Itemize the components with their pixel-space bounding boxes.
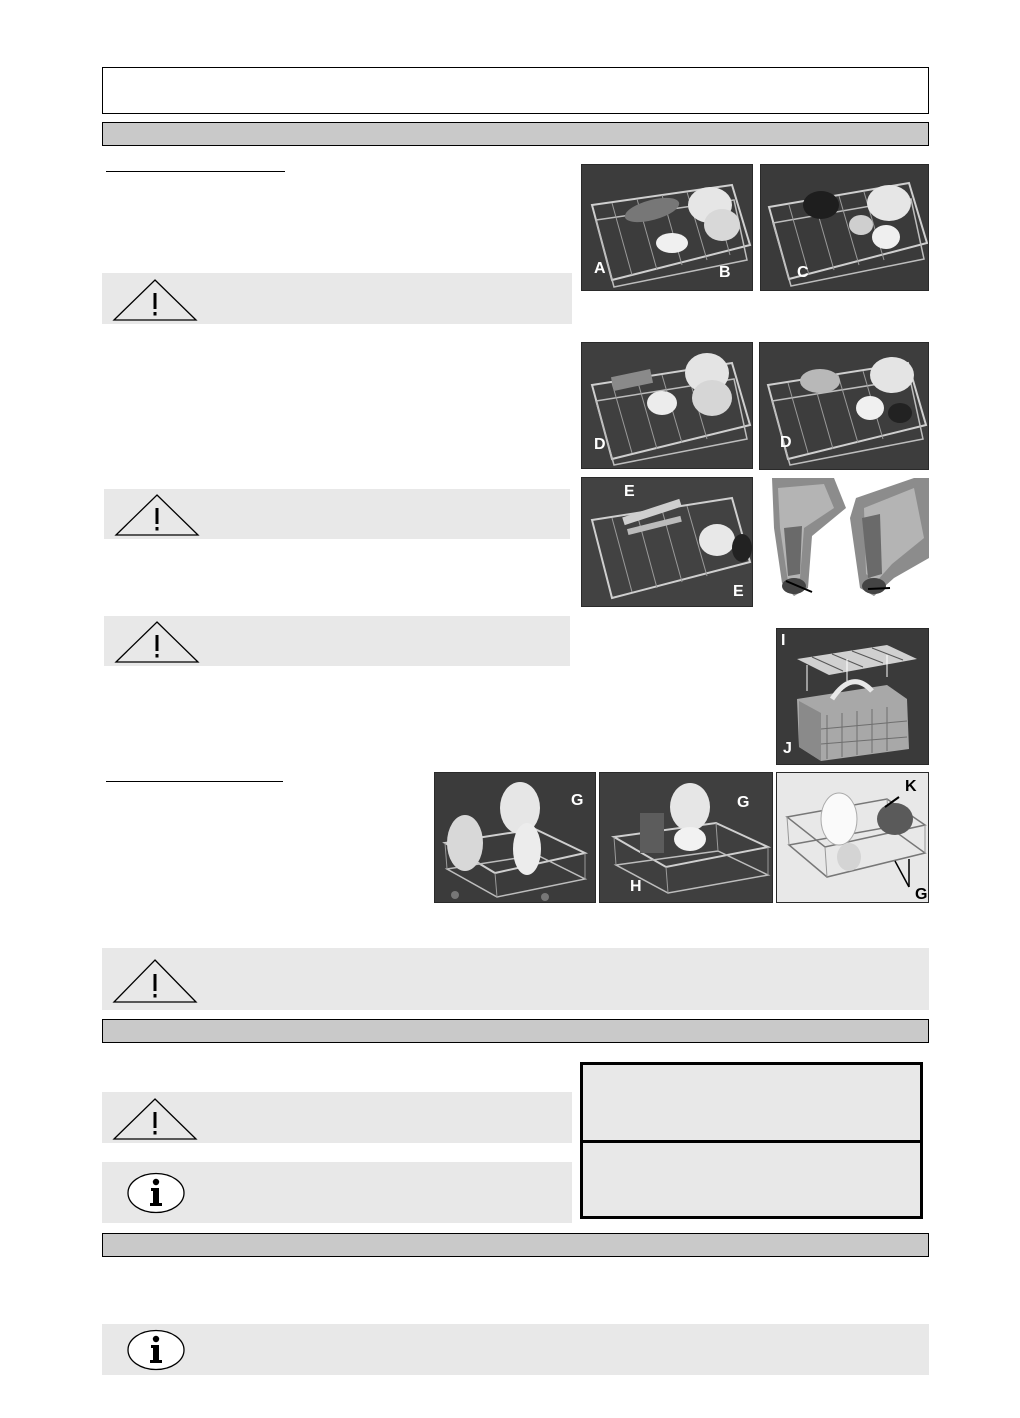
basket-wheel-detail-photo xyxy=(764,478,929,600)
warning-note xyxy=(102,273,572,324)
page-title-box xyxy=(102,67,929,114)
section-header-bar xyxy=(102,1019,929,1043)
warning-note xyxy=(102,1092,572,1143)
photo-label: D xyxy=(594,436,606,453)
section-header-bar xyxy=(102,122,929,146)
settings-table-divider xyxy=(583,1140,920,1143)
photo-label: D xyxy=(780,434,792,451)
lower-basket-photo-1 xyxy=(434,772,596,903)
photo-label: I xyxy=(781,632,786,649)
photo-label: E xyxy=(733,583,744,600)
warning-triangle-icon xyxy=(112,1097,198,1141)
photo-label: K xyxy=(905,778,917,795)
warning-triangle-icon xyxy=(112,958,198,1004)
photo-label: G xyxy=(571,792,584,809)
settings-table-box xyxy=(580,1062,923,1219)
photo-label: H xyxy=(630,878,642,895)
photo-label: G xyxy=(915,886,928,903)
warning-note xyxy=(102,948,929,1010)
info-circle-icon xyxy=(126,1329,186,1371)
photo-label: C xyxy=(797,264,809,281)
upper-basket-photo-3 xyxy=(581,342,753,469)
photo-label: A xyxy=(594,260,606,277)
photo-label: B xyxy=(719,264,731,281)
upper-basket-photo-5 xyxy=(581,477,753,607)
warning-note xyxy=(104,616,570,666)
cutlery-basket-photo xyxy=(776,628,929,765)
warning-triangle-icon xyxy=(114,493,200,537)
lower-basket-photo-2 xyxy=(599,772,773,903)
info-note xyxy=(102,1162,572,1223)
upper-basket-photo-1 xyxy=(581,164,753,291)
photo-label: J xyxy=(783,740,792,757)
warning-triangle-icon xyxy=(112,278,198,322)
photo-label: G xyxy=(737,794,750,811)
warning-note xyxy=(104,489,570,539)
lower-basket-photo-3 xyxy=(776,772,929,903)
subheading-underline-lower-basket xyxy=(106,781,283,782)
upper-basket-photo-2 xyxy=(760,164,929,291)
subheading-underline-upper-basket xyxy=(106,171,285,172)
section-header-bar xyxy=(102,1233,929,1257)
warning-triangle-icon xyxy=(114,620,200,664)
upper-basket-photo-4 xyxy=(759,342,929,470)
info-note xyxy=(102,1324,929,1375)
info-circle-icon xyxy=(126,1172,186,1214)
photo-label: E xyxy=(624,483,635,500)
